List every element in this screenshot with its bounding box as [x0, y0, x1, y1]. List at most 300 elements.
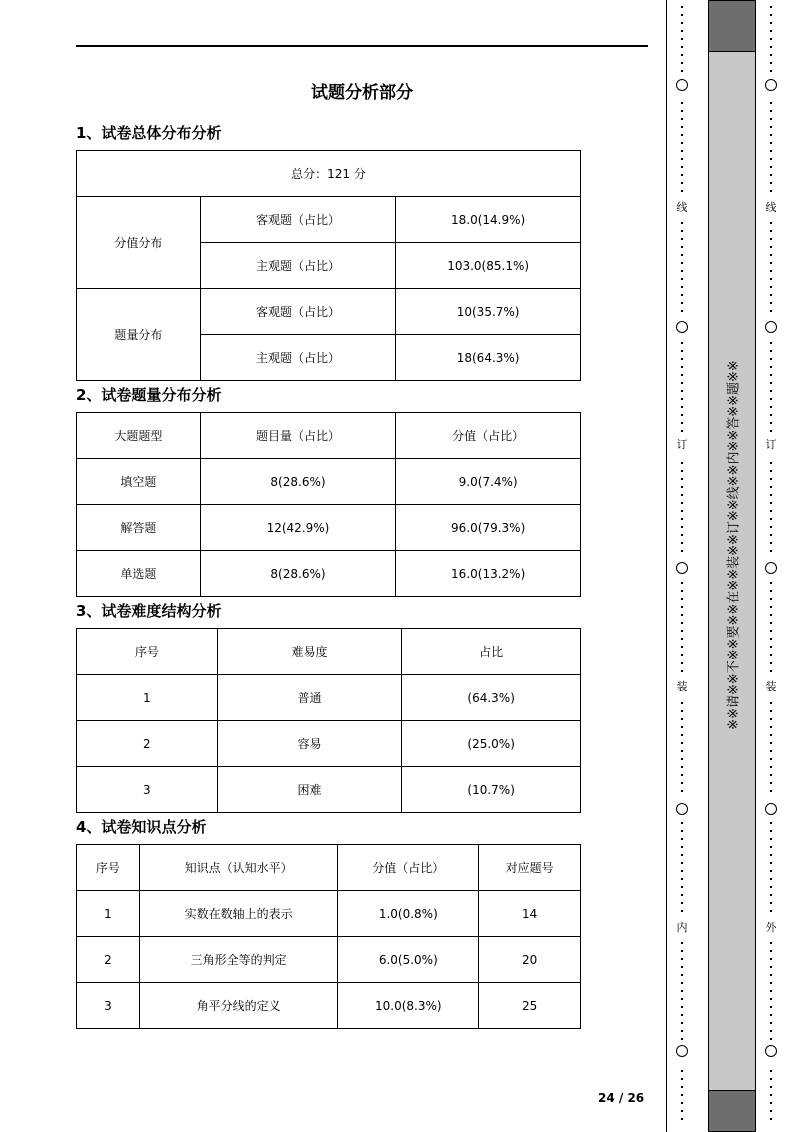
binding-dot	[681, 254, 683, 256]
header-cell: 占比	[402, 629, 581, 675]
binding-dot	[770, 1014, 772, 1016]
binding-label: 线	[765, 201, 777, 214]
binding-dot	[681, 422, 683, 424]
binding-dot	[770, 390, 772, 392]
table-row	[77, 505, 581, 551]
binding-dot	[681, 550, 683, 552]
binding-dot	[770, 710, 772, 712]
binding-dot	[681, 310, 683, 312]
binding-dot	[681, 1102, 683, 1104]
table-cell: 16.0(13.2%)	[396, 551, 581, 597]
binding-dot	[770, 910, 772, 912]
binding-dot	[770, 646, 772, 648]
binding-dot	[770, 702, 772, 704]
binding-dot	[770, 1110, 772, 1112]
binding-dot	[681, 982, 683, 984]
binding-dot	[770, 998, 772, 1000]
binding-bottom-cap	[708, 1090, 756, 1132]
table-cell: 20	[479, 937, 581, 983]
section-1-heading: 1、试卷总体分布分析	[76, 124, 222, 142]
binding-dot	[770, 742, 772, 744]
binding-dot	[681, 878, 683, 880]
binding-dot	[681, 54, 683, 56]
binding-dot	[681, 902, 683, 904]
binding-dot	[770, 158, 772, 160]
table-cell: 解答题	[77, 505, 201, 551]
header-cell: 分值（占比）	[396, 413, 581, 459]
binding-dot	[770, 478, 772, 480]
binding-dot	[681, 742, 683, 744]
binding-dot	[681, 1014, 683, 1016]
binding-dot	[770, 630, 772, 632]
binding-dot	[681, 614, 683, 616]
binding-dot	[770, 166, 772, 168]
binding-dot	[681, 230, 683, 232]
binding-dot	[770, 1070, 772, 1072]
binding-dot	[681, 838, 683, 840]
binding-circle	[676, 79, 688, 91]
table-row	[77, 551, 581, 597]
binding-dot	[770, 662, 772, 664]
binding-dot	[681, 662, 683, 664]
binding-dot	[681, 910, 683, 912]
binding-dot	[770, 374, 772, 376]
binding-dot	[770, 414, 772, 416]
binding-dot	[770, 38, 772, 40]
binding-dot	[770, 406, 772, 408]
binding-dot	[770, 190, 772, 192]
binding-dot	[770, 302, 772, 304]
binding-dot	[681, 966, 683, 968]
binding-dot	[770, 254, 772, 256]
binding-dot	[681, 534, 683, 536]
binding-dot	[770, 126, 772, 128]
binding-label: 线	[676, 201, 688, 214]
binding-dot	[681, 14, 683, 16]
table-cell: 3	[77, 767, 218, 813]
binding-dot	[770, 526, 772, 528]
table-cell: (25.0%)	[402, 721, 581, 767]
binding-dot	[681, 622, 683, 624]
binding-dot	[681, 518, 683, 520]
binding-dot	[681, 654, 683, 656]
binding-dot	[681, 942, 683, 944]
binding-circle	[765, 803, 777, 815]
binding-dot	[681, 22, 683, 24]
binding-dot	[770, 1078, 772, 1080]
overall-distribution-table	[76, 150, 581, 381]
binding-dot	[681, 1094, 683, 1096]
binding-dot	[770, 902, 772, 904]
table-cell: 8(28.6%)	[200, 459, 396, 505]
binding-dot	[770, 1006, 772, 1008]
binding-dot	[681, 766, 683, 768]
binding-dot	[681, 374, 683, 376]
count-distribution-label: 题量分布	[77, 289, 201, 381]
binding-dot	[681, 502, 683, 504]
binding-dot	[770, 878, 772, 880]
binding-dot	[770, 670, 772, 672]
binding-dot	[770, 470, 772, 472]
table-cell: (10.7%)	[402, 767, 581, 813]
binding-dot	[770, 70, 772, 72]
binding-dot	[681, 1038, 683, 1040]
binding-dot	[681, 246, 683, 248]
binding-dot	[770, 134, 772, 136]
binding-dot	[681, 710, 683, 712]
table-cell: 困难	[217, 767, 402, 813]
knowledge-point-table	[76, 844, 581, 1029]
binding-dot	[770, 118, 772, 120]
table-row	[77, 983, 581, 1029]
binding-dot	[770, 726, 772, 728]
binding-dot	[681, 478, 683, 480]
binding-dot	[681, 6, 683, 8]
binding-dot	[770, 246, 772, 248]
table-cell: 填空题	[77, 459, 201, 505]
table-cell: 实数在数轴上的表示	[139, 891, 338, 937]
binding-label: 内	[676, 921, 688, 934]
binding-dot	[681, 790, 683, 792]
score-objective-value: 18.0(14.9%)	[396, 197, 581, 243]
binding-dot	[681, 270, 683, 272]
binding-dot	[770, 1038, 772, 1040]
binding-dot	[681, 166, 683, 168]
binding-label: 外	[765, 921, 777, 934]
binding-dot	[681, 894, 683, 896]
binding-border-line	[666, 0, 667, 1132]
binding-dot	[681, 750, 683, 752]
binding-dot	[770, 6, 772, 8]
binding-dot	[681, 734, 683, 736]
binding-dot	[681, 38, 683, 40]
binding-circle	[676, 562, 688, 574]
total-score-cell: 总分：121 分	[77, 151, 581, 197]
binding-dot	[681, 190, 683, 192]
binding-dot	[770, 238, 772, 240]
binding-dot	[770, 830, 772, 832]
binding-dot	[681, 974, 683, 976]
binding-dot	[681, 430, 683, 432]
binding-dot	[770, 518, 772, 520]
table-cell: 三角形全等的判定	[139, 937, 338, 983]
table-cell: 3	[77, 983, 140, 1029]
binding-dot	[681, 102, 683, 104]
binding-dot	[770, 886, 772, 888]
binding-dot	[770, 102, 772, 104]
table-cell: 角平分线的定义	[139, 983, 338, 1029]
binding-dot	[770, 974, 772, 976]
header-cell: 知识点（认知水平）	[139, 845, 338, 891]
inner-dotted-column	[675, 0, 689, 1132]
binding-dot	[770, 110, 772, 112]
table-cell: (64.3%)	[402, 675, 581, 721]
binding-dot	[681, 526, 683, 528]
table-header-row	[77, 413, 581, 459]
table-row	[77, 721, 581, 767]
binding-dot	[681, 238, 683, 240]
binding-dot	[770, 958, 772, 960]
objective-label: 客观题（占比）	[200, 197, 396, 243]
binding-dot	[770, 430, 772, 432]
score-distribution-label: 分值分布	[77, 197, 201, 289]
binding-dot	[681, 830, 683, 832]
binding-dot	[681, 398, 683, 400]
table-header-row	[77, 629, 581, 675]
binding-dot	[681, 262, 683, 264]
binding-dot	[770, 30, 772, 32]
table-cell: 14	[479, 891, 581, 937]
table-cell: 9.0(7.4%)	[396, 459, 581, 505]
table-cell: 8(28.6%)	[200, 551, 396, 597]
binding-dot	[770, 622, 772, 624]
question-count-table	[76, 412, 581, 597]
header-cell: 序号	[77, 629, 218, 675]
table-cell: 10.0(8.3%)	[338, 983, 479, 1029]
binding-dot	[681, 670, 683, 672]
binding-dot	[681, 590, 683, 592]
binding-circle	[676, 803, 688, 815]
binding-dot	[770, 358, 772, 360]
binding-dot	[770, 982, 772, 984]
binding-dot	[770, 22, 772, 24]
binding-dot	[681, 150, 683, 152]
binding-dot	[681, 870, 683, 872]
binding-circle	[765, 321, 777, 333]
binding-dot	[681, 822, 683, 824]
binding-dot	[681, 990, 683, 992]
binding-dot	[770, 462, 772, 464]
binding-dot	[770, 734, 772, 736]
binding-dot	[770, 494, 772, 496]
binding-dot	[681, 366, 683, 368]
binding-dot	[681, 774, 683, 776]
binding-dot	[770, 294, 772, 296]
binding-dot	[770, 422, 772, 424]
binding-dot	[770, 534, 772, 536]
header-cell: 难易度	[217, 629, 402, 675]
binding-dot	[770, 62, 772, 64]
binding-dot	[770, 142, 772, 144]
binding-dot	[770, 774, 772, 776]
binding-circle	[765, 562, 777, 574]
binding-dot	[770, 990, 772, 992]
binding-dot	[681, 134, 683, 136]
binding-dot	[681, 470, 683, 472]
count-objective-value: 10(35.7%)	[396, 289, 581, 335]
binding-dot	[681, 702, 683, 704]
binding-dot	[770, 854, 772, 856]
binding-dot	[770, 870, 772, 872]
binding-dot	[681, 286, 683, 288]
binding-dot	[681, 1078, 683, 1080]
binding-dot	[681, 462, 683, 464]
header-cell: 分值（占比）	[338, 845, 479, 891]
binding-dot	[681, 494, 683, 496]
binding-dot	[681, 406, 683, 408]
binding-dot	[681, 782, 683, 784]
binding-dot	[681, 542, 683, 544]
binding-dot	[770, 894, 772, 896]
binding-dot	[681, 646, 683, 648]
table-cell: 普通	[217, 675, 402, 721]
binding-circle	[765, 1045, 777, 1057]
table-cell: 1	[77, 675, 218, 721]
objective-label: 客观题（占比）	[200, 289, 396, 335]
binding-label: 装	[765, 680, 777, 693]
binding-dot	[770, 1118, 772, 1120]
binding-dot	[770, 790, 772, 792]
binding-dot	[681, 718, 683, 720]
binding-dot	[770, 342, 772, 344]
subjective-label: 主观题（占比）	[200, 243, 396, 289]
subjective-label: 主观题（占比）	[200, 335, 396, 381]
section-3-heading: 3、试卷难度结构分析	[76, 602, 222, 620]
binding-label: 订	[765, 438, 777, 451]
binding-dot	[681, 998, 683, 1000]
binding-circle	[676, 321, 688, 333]
binding-dot	[770, 966, 772, 968]
page-title: 试题分析部分	[311, 83, 413, 103]
binding-label: 装	[676, 680, 688, 693]
no-answer-note: ※※请※※不※※要※※在※※装※※订※※线※※内※※答※※题※※	[726, 360, 742, 730]
binding-dot	[681, 118, 683, 120]
binding-dot	[770, 718, 772, 720]
header-cell: 对应题号	[479, 845, 581, 891]
binding-dot	[681, 510, 683, 512]
binding-dot	[681, 350, 683, 352]
binding-dot	[770, 350, 772, 352]
binding-dot	[770, 46, 772, 48]
binding-dot	[770, 942, 772, 944]
binding-dot	[681, 30, 683, 32]
table-row	[77, 767, 581, 813]
binding-label: 订	[676, 438, 688, 451]
binding-dot	[681, 854, 683, 856]
binding-dot	[770, 502, 772, 504]
binding-dot	[770, 598, 772, 600]
section-4-heading: 4、试卷知识点分析	[76, 818, 207, 836]
binding-dot	[770, 542, 772, 544]
binding-dot	[681, 1110, 683, 1112]
binding-dot	[770, 606, 772, 608]
binding-dot	[681, 1086, 683, 1088]
top-rule	[76, 45, 648, 47]
binding-dot	[770, 638, 772, 640]
binding-dot	[770, 262, 772, 264]
binding-dot	[770, 382, 772, 384]
binding-circle	[765, 79, 777, 91]
binding-dot	[770, 54, 772, 56]
binding-dot	[770, 230, 772, 232]
table-cell: 96.0(79.3%)	[396, 505, 581, 551]
header-cell: 序号	[77, 845, 140, 891]
table-cell: 1.0(0.8%)	[338, 891, 479, 937]
binding-dot	[681, 606, 683, 608]
binding-dot	[681, 126, 683, 128]
binding-dot	[681, 358, 683, 360]
binding-dot	[681, 174, 683, 176]
binding-dot	[681, 486, 683, 488]
binding-dot	[681, 382, 683, 384]
binding-dot	[681, 110, 683, 112]
difficulty-table	[76, 628, 581, 813]
outer-dotted-column	[764, 0, 778, 1132]
binding-dot	[770, 174, 772, 176]
binding-dot	[770, 222, 772, 224]
binding-dot	[770, 1086, 772, 1088]
binding-dot	[770, 1030, 772, 1032]
page-number: 24 / 26	[598, 1091, 645, 1105]
binding-dot	[770, 510, 772, 512]
binding-dot	[681, 630, 683, 632]
binding-dot	[681, 758, 683, 760]
table-row	[77, 937, 581, 983]
binding-dot	[770, 150, 772, 152]
header-cell: 大题题型	[77, 413, 201, 459]
binding-dot	[770, 14, 772, 16]
binding-dot	[770, 398, 772, 400]
binding-dot	[770, 486, 772, 488]
binding-dot	[770, 590, 772, 592]
binding-dot	[681, 182, 683, 184]
binding-dot	[681, 222, 683, 224]
binding-dot	[681, 582, 683, 584]
binding-dot	[681, 70, 683, 72]
binding-dot	[681, 1022, 683, 1024]
binding-dot	[681, 638, 683, 640]
binding-dot	[770, 286, 772, 288]
binding-dot	[770, 862, 772, 864]
binding-dot	[681, 158, 683, 160]
binding-dot	[770, 766, 772, 768]
binding-dot	[770, 366, 772, 368]
binding-dot	[681, 726, 683, 728]
binding-dot	[770, 270, 772, 272]
binding-dot	[770, 654, 772, 656]
binding-dot	[681, 846, 683, 848]
binding-circle	[676, 1045, 688, 1057]
binding-dot	[770, 750, 772, 752]
table-cell: 1	[77, 891, 140, 937]
table-cell: 容易	[217, 721, 402, 767]
binding-dot	[681, 1118, 683, 1120]
binding-dot	[770, 278, 772, 280]
table-cell: 25	[479, 983, 581, 1029]
table-row	[77, 891, 581, 937]
binding-dot	[681, 390, 683, 392]
table-cell: 单选题	[77, 551, 201, 597]
count-subjective-value: 18(64.3%)	[396, 335, 581, 381]
binding-dot	[770, 782, 772, 784]
binding-dot	[681, 294, 683, 296]
binding-dot	[770, 310, 772, 312]
binding-dot	[770, 614, 772, 616]
table-row	[77, 459, 581, 505]
binding-dot	[770, 846, 772, 848]
binding-dot	[681, 1030, 683, 1032]
binding-dot	[770, 758, 772, 760]
binding-dot	[681, 1070, 683, 1072]
binding-dot	[770, 550, 772, 552]
binding-dot	[681, 302, 683, 304]
binding-dot	[770, 1094, 772, 1096]
header-cell: 题目量（占比）	[200, 413, 396, 459]
binding-dot	[681, 886, 683, 888]
binding-dot	[770, 950, 772, 952]
binding-dot	[681, 414, 683, 416]
table-cell: 6.0(5.0%)	[338, 937, 479, 983]
